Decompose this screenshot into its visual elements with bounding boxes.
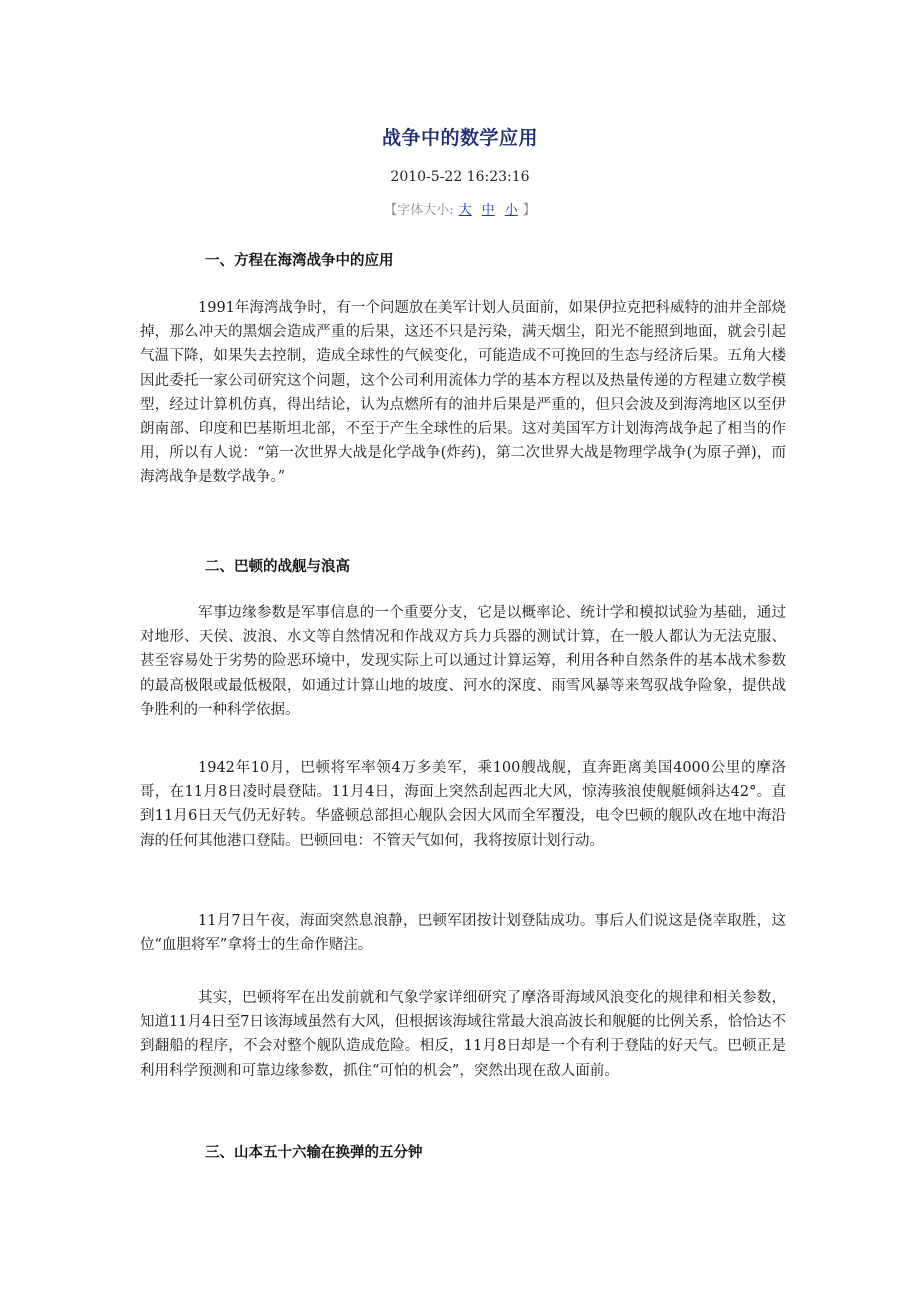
section-2-paragraph-2: 1942年10月，巴顿将军率领4万多美军，乘100艘战舰，直奔距离美国4000公里的摩洛哥，在11月8日凌时晨登陆。11月4日，海面上突然刮起西北大风，惊涛骇浪使舰艇倾斜达42°。直到11月6日天气仍无好转。华盛顿总部担心舰队会因大风而全军覆没，电令巴顿的舰队改在地中海沿海的任何其他港口登陆。巴顿回电：不管天气如何，我将按原计划行动。	[140, 760, 786, 849]
font-size-control	[0, 199, 920, 218]
section-heading-1: 一、方程在海湾战争中的应用	[205, 253, 394, 269]
section-2-paragraph-4: 其实，巴顿将军在出发前就和气象学家详细研究了摩洛哥海域风浪变化的规律和相关参数，知道11月4日至7日该海域虽然有大风，但根据该海域往常最大浪高波长和舰艇的比例关系，恰恰达不到翻船的程序，不会对整个舰队造成危险。相反，11月8日却是一个有利于登陆的好天气。巴顿正是利用科学预测和可靠边缘参数，抓住“可怕的机会”，突然出现在敌人面前。	[140, 990, 786, 1079]
section-2-paragraph-1: 军事边缘参数是军事信息的一个重要分支，它是以概率论、统计学和模拟试验为基础，通过对地形、天侯、波浪、水文等自然情况和作战双方兵力兵器的测试计算，在一般人都认为无法克服、甚至容易处于劣势的险恶环境中，发现实际上可以通过计算运筹，利用各种自然条件的基本战术参数的最高极限或最低极限，如通过计算山地的坡度、河水的深度、雨雪风暴等来驾驭战争险象，提供战争胜利的一种科学依据。	[140, 605, 786, 718]
article-title: 战争中的数学应用	[381, 127, 538, 149]
section-1-paragraph-1: 1991年海湾战争时，有一个问题放在美军计划人员面前，如果伊拉克把科威特的油井全部烧掉，那么冲天的黑烟会造成严重的后果，这还不只是污染，满天烟尘，阳光不能照到地面，就会引起气温下降，如果失去控制，造成全球性的气候变化，可能造成不可挽回的生态与经济后果。五角大楼因此委托一家公司研究这个问题，这个公司利用流体力学的基本方程以及热量传递的方程建立数学模型，经过计算机仿真，得出结论，认为点燃所有的油井后果是严重的，但只会波及到海湾地区以至伊朗南部、印度和巴基斯坦北部，不至于产生全球性的后果。这对美国军方计划海湾战争起了相当的作用，所以有人说：“第一次世界大战是化学战争(炸药)，第二次世界大战是物理学战争(为原子弹)，而海湾战争是数学战争。”	[140, 300, 786, 486]
font-size-large-link[interactable]: 大	[458, 203, 472, 218]
font-size-medium-link[interactable]: 中	[481, 203, 495, 218]
section-heading-2: 二、巴顿的战舰与浪高	[205, 559, 350, 575]
publish-datetime: 2010-5-22 16:23:16	[390, 169, 530, 185]
font-size-prefix: 【字体大小:	[384, 203, 454, 218]
font-size-small-link[interactable]: 小	[504, 203, 518, 218]
section-2-paragraph-3: 11月7日午夜，海面突然息浪静，巴顿军团按计划登陆成功。事后人们说这是侥幸取胜，这位“血胆将军”拿将士的生命作赌注。	[140, 913, 786, 954]
font-size-suffix: 】	[522, 203, 536, 218]
section-heading-3: 三、山本五十六输在换弹的五分钟	[205, 1145, 423, 1161]
